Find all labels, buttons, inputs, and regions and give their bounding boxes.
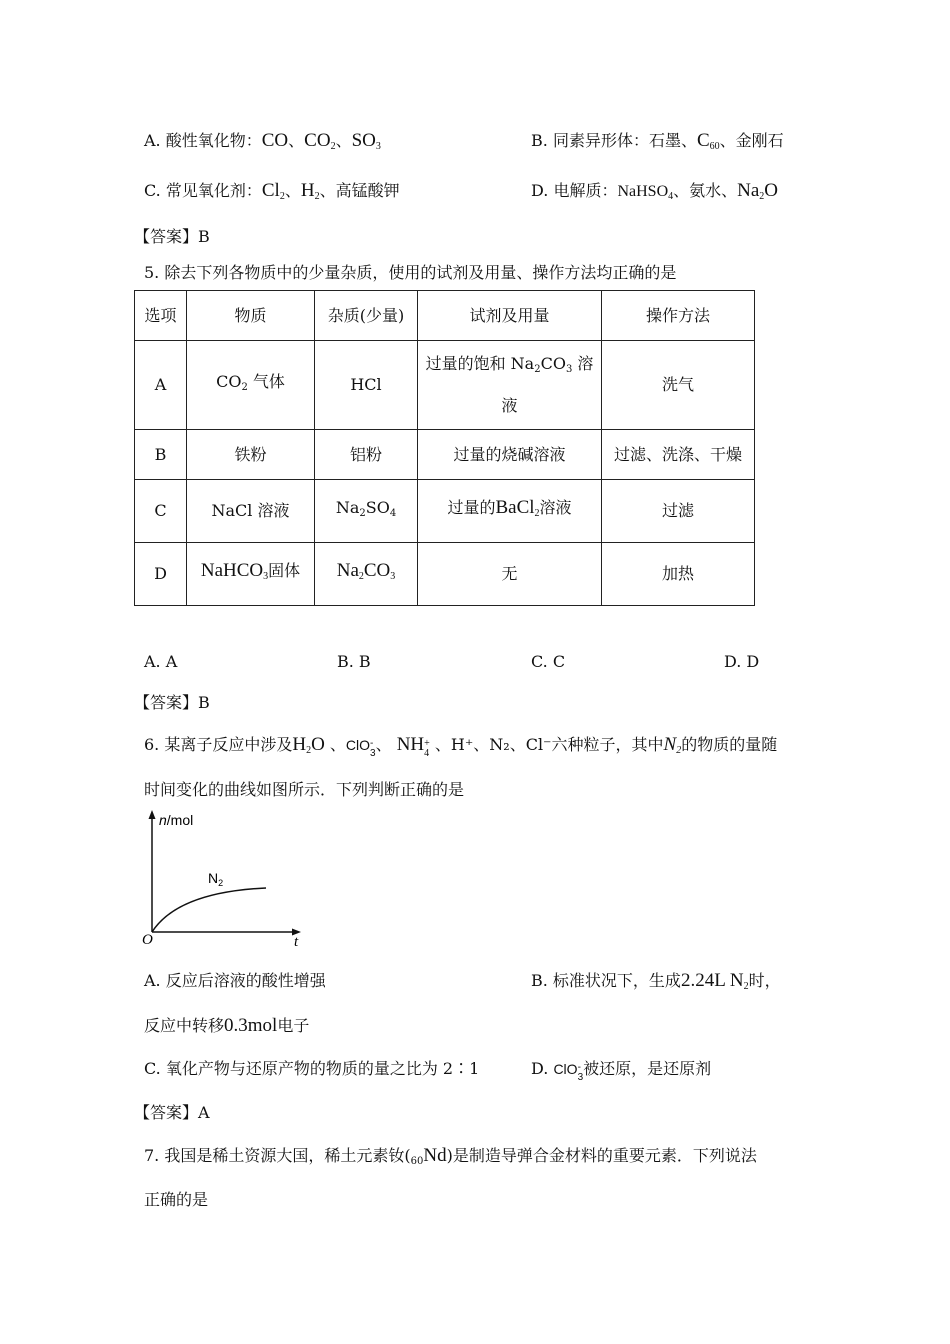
table-cell: $CO_2$ 气体 <box>187 341 315 430</box>
table-cell: $Na_2CO_3$ <box>315 543 418 606</box>
q4-option-b: B. 同素异形体：石墨、$C_{60}$、金刚石 <box>531 130 784 152</box>
table-row <box>135 430 755 480</box>
table-cell: B <box>135 430 187 480</box>
q7-stem-line2: 正确的是 <box>144 1190 209 1209</box>
y-axis-arrow <box>149 810 156 819</box>
table-header: 选项 <box>135 291 187 341</box>
q4-option-a: A. 酸性氧化物：CO、$CO_2$、$SO_3$ <box>144 130 381 152</box>
table-cell: NaCl 溶液 <box>187 480 315 543</box>
table-cell: 过量的BaCl$_2$溶液 <box>418 480 602 543</box>
q6-option-c: C. 氧化产物与还原产物的物质的量之比为 2∶1 <box>144 1059 480 1078</box>
q6-option-a: A. 反应后溶液的酸性增强 <box>144 971 326 990</box>
table-cell: HCl <box>315 341 418 430</box>
table-cell: 过滤 <box>602 480 755 543</box>
q6-option-b-line2: 反应中转移0.3mol电子 <box>144 1015 310 1036</box>
table-row <box>135 543 755 606</box>
q4-option-d: D. 电解质：NaHSO$_4$、氨水、$Na_2O$ <box>531 180 779 202</box>
table-header-row <box>135 291 755 341</box>
table-cell: D <box>135 543 187 606</box>
table-cell: NaHCO$_3$固体 <box>187 543 315 606</box>
table-cell: C <box>135 480 187 543</box>
q6-stem-line1: 6. 某离子反应中涉及$H_2O$ 、ClO- 3、 NH+ 4 、H⁺、N₂、Cl⁻六种粒子，其中$N_2$的物质的量随 <box>144 734 778 759</box>
q6-option-b-line1: B. 标准状况下，生成2.24L $N_2$时， <box>531 970 781 992</box>
table-cell: 加热 <box>602 543 755 606</box>
table-cell: 过量的烧碱溶液 <box>418 430 602 480</box>
q5-option-b: B. B <box>337 652 371 671</box>
table-cell: 过量的饱和 $Na_2CO_3$ 溶 液 <box>418 341 602 430</box>
table-header: 操作方法 <box>602 291 755 341</box>
n2-curve <box>152 888 266 932</box>
table-header: 杂质(少量) <box>315 291 418 341</box>
q6-graph <box>138 806 313 950</box>
q5-option-d: D. D <box>724 652 760 671</box>
q7-stem-line1: 7. 我国是稀土资源大国，稀土元素钕$(_{60}Nd)$是制造导弹合金材料的重要元素．下列说法 <box>144 1145 757 1167</box>
q6-answer: 【答案】A <box>134 1103 210 1122</box>
q6-option-d: D. ClO- 3被还原，是还原剂 <box>531 1059 712 1083</box>
y-axis-label: n/mol <box>159 812 194 828</box>
table-header: 物质 <box>187 291 315 341</box>
q6-stem-line2: 时间变化的曲线如图所示．下列判断正确的是 <box>144 780 465 799</box>
table-cell: $Na_2SO_4$ <box>315 480 418 543</box>
curve-label: $N_2$ <box>208 870 224 888</box>
table-row <box>135 480 755 543</box>
table-header: 试剂及用量 <box>418 291 602 341</box>
table-cell: 洗气 <box>602 341 755 430</box>
q5-option-a: A. A <box>144 652 178 671</box>
q4-answer: 【答案】B <box>134 227 210 246</box>
q5-answer: 【答案】B <box>134 693 210 712</box>
table-cell: 铁粉 <box>187 430 315 480</box>
q5-option-c: C. C <box>531 652 566 671</box>
table-cell: 铝粉 <box>315 430 418 480</box>
q4-option-c: C. 常见氧化剂：$Cl_2$、$H_2$、高锰酸钾 <box>144 180 400 202</box>
q5-table <box>134 290 755 606</box>
q5-stem: 5. 除去下列各物质中的少量杂质，使用的试剂及用量、操作方法均正确的是 <box>144 263 677 282</box>
origin-label: O <box>142 932 153 948</box>
table-cell: 无 <box>418 543 602 606</box>
table-cell: 过滤、洗涤、干燥 <box>602 430 755 480</box>
table-cell: A <box>135 341 187 430</box>
table-row <box>135 341 755 430</box>
x-axis-label: t <box>294 934 299 950</box>
